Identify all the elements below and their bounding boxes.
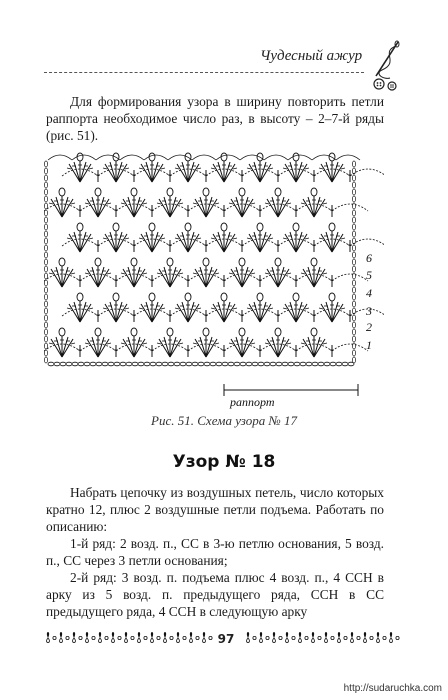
crochet-chart <box>44 150 384 412</box>
needle-and-buttons-icon <box>370 40 406 92</box>
intro-paragraph <box>46 93 384 144</box>
row-number-2: 2 <box>366 320 372 334</box>
repeat-bracket <box>224 384 358 409</box>
intro-text: Для формирования узора в ширину повторить петли раппорта необходимое число раз, в высоту – 2–7-й ряды (рис. 51). <box>46 94 384 143</box>
header-divider <box>44 72 364 73</box>
row-number-4: 4 <box>366 286 372 300</box>
repeat-label: раппорт <box>230 395 275 409</box>
figure-caption: Рис. 51. Схема узора № 17 <box>151 413 297 428</box>
row-number-5: 5 <box>366 268 372 282</box>
row-number-1: 1 <box>366 338 372 352</box>
pattern-instructions <box>46 484 384 620</box>
row-number-6: 6 <box>366 251 372 265</box>
page-header <box>44 40 404 92</box>
row-number-labels <box>365 251 372 352</box>
row-1-instruction: 1-й ряд: 2 возд. п., СС в 3-ю петлю основания, 5 возд. п., СС через 3 петли основания; <box>46 536 384 568</box>
row-number-3: 3 <box>366 304 372 318</box>
site-watermark: http://sudaruchka.com <box>343 683 442 694</box>
running-title: Чудесный ажур <box>260 48 363 64</box>
pattern-heading: Узор № 18 <box>172 452 276 472</box>
page-footer <box>44 624 404 654</box>
chart-stitches <box>44 153 384 366</box>
instructions-intro: Набрать цепочку из воздушных петель, число которых кратно 12, плюс 2 воздушные петли подъема. Работать по описанию: <box>46 485 384 534</box>
row-2-instruction: 2-й ряд: 3 возд. п. подъема плюс 4 возд. п., 4 ССН в арку из 5 возд. п. предыдущего ряда, ССН в СС предыдущего ряда, 4 ССН в следующую арку <box>46 570 384 619</box>
page-number: 97 <box>217 632 235 646</box>
